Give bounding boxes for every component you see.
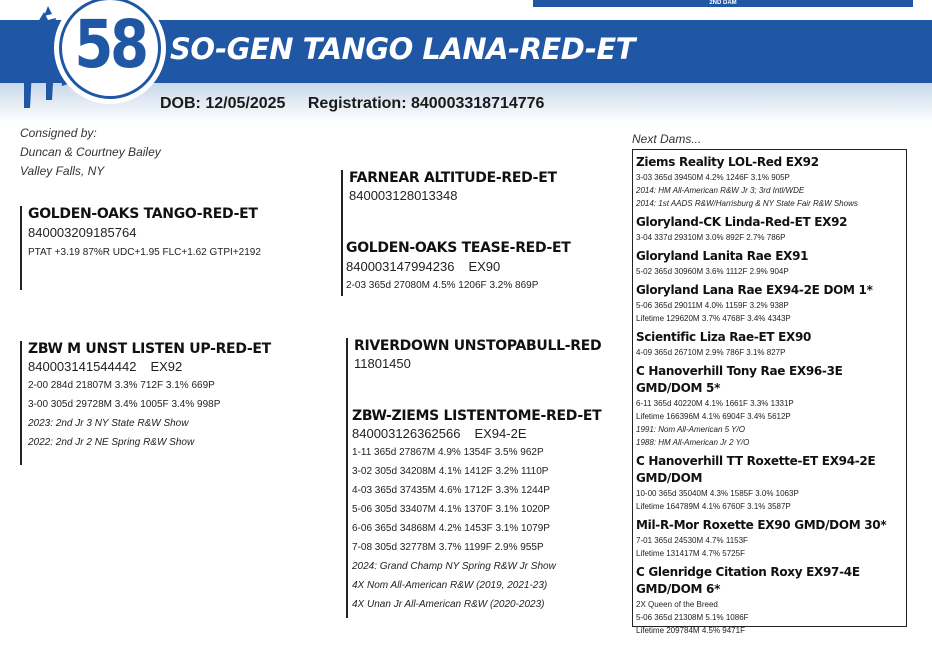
- next-dam-name: Gloryland-CK Linda-Red-ET EX92: [636, 215, 848, 229]
- dam-dam-record: 6-06 365d 34868M 4.2% 1453F 3.1% 1079P: [352, 523, 550, 534]
- dam-dam-record: 3-02 305d 34208M 4.1% 1412F 3.2% 1110P: [352, 466, 549, 477]
- next-dam-name: Gloryland Lanita Rae EX91: [636, 249, 809, 263]
- next-dam-line: 2014: HM All-American R&W Jr 3; 3rd Intl/WDE: [636, 186, 805, 195]
- next-dam-item: [636, 214, 906, 244]
- sire-sire-reg: 840003128013348: [349, 188, 458, 203]
- dam-award: 2023: 2nd Jr 3 NY State R&W Show: [28, 418, 189, 429]
- next-dam-line: 1991: Nom All-American 5 Y/O: [636, 425, 745, 434]
- next-dam-name: Scientific Liza Rae-ET EX90: [636, 330, 812, 344]
- consignor-info: [20, 124, 161, 181]
- next-dam-name: Ziems Reality LOL-Red EX92: [636, 155, 819, 169]
- dam-dam-name: ZBW-ZIEMS LISTENTOME-RED-ET: [352, 408, 602, 424]
- sire-sire-name: FARNEAR ALTITUDE-RED-ET: [349, 170, 557, 186]
- next-dam-line: 6-11 365d 40220M 4.1% 1661F 3.3% 1331P: [636, 399, 794, 408]
- next-dam-line: 5-06 365d 29011M 4.0% 1159F 3.2% 938P: [636, 301, 789, 310]
- dam-sire-name: RIVERDOWN UNSTOPABULL-RED: [354, 338, 602, 354]
- dam-reg-line: [28, 359, 271, 374]
- sire-name: GOLDEN-OAKS TANGO-RED-ET: [28, 206, 258, 222]
- next-dam-item: [636, 564, 906, 637]
- next-dam-line: 2X Queen of the Breed: [636, 600, 718, 609]
- sire-dam-reg: 840003147994236: [346, 259, 455, 274]
- dam-dam-classification: EX94-2E: [474, 426, 527, 441]
- dam-dam-record: 1-11 365d 27867M 4.9% 1354F 3.5% 962P: [352, 447, 544, 458]
- dob: DOB: 12/05/2025: [160, 95, 286, 112]
- next-dam-line: Lifetime 164789M 4.1% 6760F 3.1% 3587P: [636, 502, 791, 511]
- next-dam-name: C Hanoverhill Tony Rae EX96-3E GMD/DOM 5*: [636, 364, 843, 395]
- next-dam-item: [636, 453, 906, 513]
- dam-award: 2022: 2nd Jr 2 NE Spring R&W Show: [28, 437, 195, 448]
- next-dam-name: Gloryland Lana Rae EX94-2E DOM 1*: [636, 283, 873, 297]
- dam-reg: 840003141544442: [28, 359, 137, 374]
- next-dam-line: Lifetime 209784M 4.5% 9471F: [636, 626, 745, 635]
- sire-block: [20, 206, 261, 290]
- next-dam-line: 4-09 365d 26710M 2.9% 786F 3.1% 827P: [636, 348, 786, 357]
- dam-sire-reg: 11801450: [354, 356, 411, 371]
- dam-record: 3-00 305d 29728M 3.4% 1005F 3.4% 998P: [28, 399, 221, 410]
- dam-dam-reg-line: [352, 426, 601, 441]
- next-dam-line: 7-01 365d 24530M 4.7% 1153F: [636, 536, 748, 545]
- next-dam-line: 1988: HM All-American Jr 2 Y/O: [636, 438, 750, 447]
- next-dam-item: [636, 329, 906, 359]
- next-dam-line: 2014: 1st AADS R&W/Harrisburg & NY State Fair R&W Shows: [636, 199, 858, 208]
- next-dam-line: 3-04 337d 29310M 3.0% 892F 2.7% 786P: [636, 233, 786, 242]
- next-dam-line: 5-06 365d 21308M 5.1% 1086F: [636, 613, 749, 622]
- next-dam-item: [636, 282, 906, 325]
- next-dam-item: [636, 363, 906, 449]
- next-dams-box: [632, 149, 907, 635]
- dam-block: [20, 341, 271, 465]
- dam-dam-record: 7-08 305d 32778M 3.7% 1199F 2.9% 955P: [352, 542, 544, 553]
- dam-dam-award: 2024: Grand Champ NY Spring R&W Jr Show: [352, 561, 556, 572]
- consigned-label: Consigned by:: [20, 126, 97, 140]
- sire-dam-classification: EX90: [468, 259, 501, 274]
- dam-record: 2-00 284d 21807M 3.3% 712F 3.1% 669P: [28, 380, 215, 391]
- animal-title: SO-GEN TANGO LANA-RED-ET: [170, 32, 635, 66]
- next-dam-line: Lifetime 166396M 4.1% 6904F 3.4% 5612P: [636, 412, 791, 421]
- dam-name: ZBW M UNST LISTEN UP-RED-ET: [28, 341, 271, 357]
- sire-reg: 840003209185764: [28, 225, 137, 240]
- dam-dam-award: 4X Unan Jr All-American R&W (2020-2023): [352, 599, 545, 610]
- next-dam-line: 10-00 365d 35040M 4.3% 1585F 3.0% 1063P: [636, 489, 799, 498]
- next-dams-label: Next Dams...: [632, 132, 702, 146]
- next-dam-line: Lifetime 129620M 3.7% 4768F 3.4% 4343P: [636, 314, 791, 323]
- sire-dam-name: GOLDEN-OAKS TEASE-RED-ET: [346, 240, 571, 256]
- next-dam-line: Lifetime 131417M 4.7% 5725F: [636, 549, 745, 558]
- next-dam-item: [636, 248, 906, 278]
- next-dam-line: 3-03 365d 39450M 4.2% 1246F 3.1% 905P: [636, 173, 790, 182]
- sire-dam-block: [346, 240, 571, 295]
- sire-stats: PTAT +3.19 87%R UDC+1.95 FLC+1.62 GTPI+2192: [28, 247, 261, 258]
- next-dam-item: [636, 154, 906, 210]
- next-dam-line: 5-02 365d 30960M 3.6% 1112F 2.9% 904P: [636, 267, 789, 276]
- dam-dam-award: 4X Nom All-American R&W (2019, 2021-23): [352, 580, 548, 591]
- next-dam-name: Mil-R-Mor Roxette EX90 GMD/DOM 30*: [636, 518, 887, 532]
- dam-dam-reg: 840003126362566: [352, 426, 461, 441]
- dam-tab: 2ND DAM: [533, 0, 913, 7]
- lot-number: 58: [74, 6, 146, 83]
- next-dam-name: C Glenridge Citation Roxy EX97-4E GMD/DOM 6*: [636, 565, 860, 596]
- consignor-names: Duncan & Courtney Bailey: [20, 145, 161, 159]
- consignor-location: Valley Falls, NY: [20, 164, 105, 178]
- dam-dam-record: 5-06 305d 33407M 4.1% 1370F 3.1% 1020P: [352, 504, 550, 515]
- sire-dam-reg-line: [346, 259, 571, 274]
- next-dam-name: C Hanoverhill TT Roxette-ET EX94-2E GMD/DOM: [636, 454, 876, 485]
- dam-dam-record: 4-03 365d 37435M 4.6% 1712F 3.3% 1244P: [352, 485, 550, 496]
- dam-classification: EX92: [150, 359, 183, 374]
- registration: Registration: 840003318714776: [307, 95, 545, 112]
- sire-dam-record: 2-03 365d 27080M 4.5% 1206F 3.2% 869P: [346, 280, 539, 291]
- dam-dam-block: [352, 408, 601, 614]
- next-dam-item: [636, 517, 906, 560]
- dob-registration-line: [160, 95, 562, 113]
